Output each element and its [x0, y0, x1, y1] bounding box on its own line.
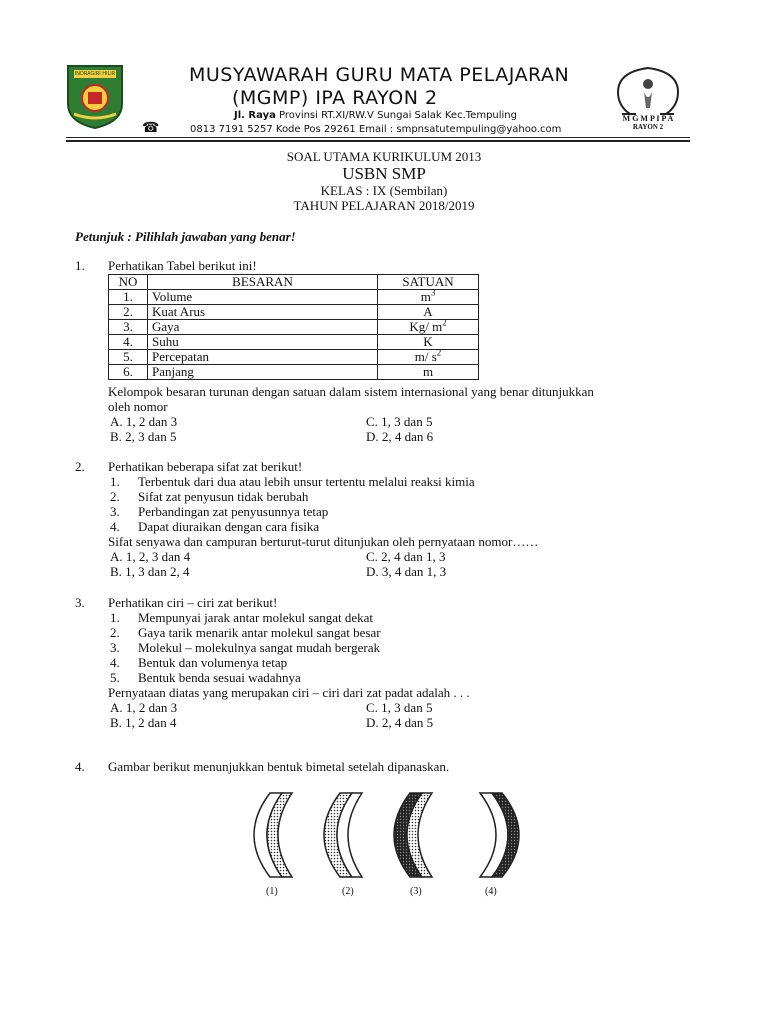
q3-item-num: 2.: [110, 625, 120, 640]
q3-question: Pernyataan diatas yang merupakan ciri – ciri dari zat padat adalah . . .: [108, 685, 470, 700]
bimetal-drawing: [240, 785, 530, 885]
table-row: [109, 320, 479, 335]
q1-option-c[interactable]: C. 1, 3 dan 5: [366, 414, 433, 429]
q2-item-num: 2.: [110, 489, 120, 504]
q2-item: [110, 474, 475, 490]
satuan-exp: 2: [442, 317, 447, 328]
org-title-line1: MUSYAWARAH GURU MATA PELAJARAN: [189, 64, 570, 86]
q3-number: 3.: [75, 595, 85, 610]
q3-item-num: 1.: [110, 610, 120, 625]
bimetal-figure: [240, 785, 530, 900]
satuan-exp: 2: [436, 347, 442, 358]
q2-item: [110, 504, 328, 520]
q2-option-b[interactable]: B. 1, 3 dan 2, 4: [110, 564, 190, 579]
figure-label-2: (2): [342, 886, 354, 897]
q4-number: 4.: [75, 759, 85, 774]
q2-item-num: 3.: [110, 504, 120, 519]
q3-stem: Perhatikan ciri – ciri zat berikut!: [108, 595, 278, 610]
q1-question-line1: Kelompok besaran turunan dengan satuan dalam sistem internasional yang benar ditunjukkan: [108, 384, 594, 399]
q2-item-text: Perbandingan zat penyusunnya tetap: [138, 504, 329, 519]
cell-besaran: Gaya: [148, 320, 378, 335]
satuan-exp: 3: [430, 287, 436, 298]
q1-number: 1.: [75, 258, 85, 273]
satuan-base: Kg/ m: [409, 319, 443, 334]
header-besaran: BESARAN: [148, 275, 378, 290]
logo-right: [608, 62, 688, 134]
q3-item-text: Bentuk benda sesuai wadahnya: [138, 670, 301, 685]
cell-besaran: Suhu: [148, 335, 378, 350]
q2-item-num: 1.: [110, 474, 120, 489]
q4-stem: Gambar berikut menunjukkan bentuk bimetal setelah dipanaskan.: [108, 759, 450, 774]
header-no: NO: [109, 275, 148, 290]
q3-item: [110, 655, 287, 671]
contact-line: 0813 7191 5257 Kode Pos 29261 Email : smpnsatutempuling@yahoo.com: [190, 124, 562, 135]
q2-item-text: Terbentuk dari dua atau lebih unsur tertentu melalui reaksi kimia: [138, 474, 475, 489]
q3-item: [110, 610, 373, 626]
q3-option-a[interactable]: A. 1, 2 dan 3: [110, 700, 178, 715]
q2-item-text: Sifat zat penyusun tidak berubah: [138, 489, 309, 504]
cell-satuan: [378, 365, 479, 380]
logo-left-text: INDRAGIRI HILIR: [74, 71, 116, 77]
satuan-base: m/ s: [414, 349, 437, 364]
cell-satuan: [378, 317, 479, 335]
cell-satuan: [378, 305, 479, 320]
cell-besaran: Kuat Arus: [148, 305, 378, 320]
table-row: [109, 335, 479, 350]
q3-item: [110, 640, 380, 656]
header-divider-2: [66, 140, 690, 142]
q3-item-num: 3.: [110, 640, 120, 655]
exam-line3: KELAS : IX (Sembilan): [320, 183, 448, 198]
address-bold: Jl. Raya: [234, 110, 276, 121]
header-satuan: SATUAN: [378, 275, 479, 290]
org-title-line2: (MGMP) IPA RAYON 2: [232, 87, 438, 109]
phone-icon: ☎: [142, 121, 160, 136]
q2-option-d[interactable]: D. 3, 4 dan 1, 3: [366, 564, 447, 579]
figure-label-3: (3): [410, 886, 422, 897]
logo-right-text2: RAYON 2: [632, 123, 664, 131]
q3-item-text: Bentuk dan volumenya tetap: [138, 655, 288, 670]
q3-item-num: 5.: [110, 670, 120, 685]
q3-option-c[interactable]: C. 1, 3 dan 5: [366, 700, 433, 715]
logo-right-text1: M G M P I P A: [622, 114, 674, 123]
table-header-row: [109, 275, 479, 290]
q1-option-b[interactable]: B. 2, 3 dan 5: [110, 429, 177, 444]
cell-no: 2.: [109, 305, 148, 320]
bimetal-strip-2: [324, 793, 362, 877]
q1-option-a[interactable]: A. 1, 2 dan 3: [110, 414, 178, 429]
cell-besaran: Percepatan: [148, 350, 378, 365]
q1-question-line2: oleh nomor: [108, 399, 168, 414]
satuan-base: A: [423, 304, 433, 319]
address-line: [234, 110, 517, 121]
q3-option-d[interactable]: D. 2, 4 dan 5: [366, 715, 434, 730]
q1-stem: Perhatikan Tabel berikut ini!: [108, 258, 257, 273]
q2-item-num: 4.: [110, 519, 120, 534]
q2-item-text: Dapat diuraikan dengan cara fisika: [138, 519, 320, 534]
satuan-base: m: [422, 364, 434, 379]
exam-line2: USBN SMP: [342, 164, 426, 183]
cell-satuan: [378, 335, 479, 350]
q3-item: [110, 625, 381, 641]
q2-question: Sifat senyawa dan campuran berturut-turut ditunjukan oleh pernyataan nomor……: [108, 534, 539, 549]
cell-besaran: Volume: [148, 290, 378, 305]
q3-item-num: 4.: [110, 655, 120, 670]
q2-option-a[interactable]: A. 1, 2, 3 dan 4: [110, 549, 191, 564]
figure-label-1: (1): [266, 886, 278, 897]
table-row: [109, 290, 479, 305]
q2-item: [110, 489, 308, 505]
cell-no: 1.: [109, 290, 148, 305]
table-row: [109, 305, 479, 320]
cell-no: 5.: [109, 350, 148, 365]
cell-no: 6.: [109, 365, 148, 380]
q2-option-c[interactable]: C. 2, 4 dan 1, 3: [366, 549, 446, 564]
q2-stem: Perhatikan beberapa sifat zat berikut!: [108, 459, 303, 474]
quantity-table: [108, 274, 479, 380]
bimetal-strip-1: [254, 793, 292, 877]
bimetal-strip-4: [480, 793, 519, 877]
q3-item: [110, 670, 301, 686]
q2-item: [110, 519, 319, 535]
q2-number: 2.: [75, 459, 85, 474]
q3-item-text: Mempunyai jarak antar molekul sangat dekat: [138, 610, 374, 625]
q3-item-text: Gaya tarik menarik antar molekul sangat besar: [138, 625, 381, 640]
figure-label-4: (4): [485, 886, 497, 897]
table-row: [109, 365, 479, 380]
exam-line1: SOAL UTAMA KURIKULUM 2013: [286, 149, 482, 164]
satuan-base: m: [420, 289, 431, 304]
q1-option-d[interactable]: D. 2, 4 dan 6: [366, 429, 434, 444]
cell-besaran: Panjang: [148, 365, 378, 380]
address-rest: Provinsi RT.XI/RW.V Sungai Salak Kec.Tempuling: [279, 110, 517, 121]
q3-option-b[interactable]: B. 1, 2 dan 4: [110, 715, 177, 730]
instruction: Petunjuk : Pilihlah jawaban yang benar!: [75, 229, 296, 244]
cell-no: 3.: [109, 320, 148, 335]
satuan-base: K: [423, 334, 433, 349]
q3-item-text: Molekul – molekulnya sangat mudah bergerak: [138, 640, 381, 655]
logo-left: [66, 64, 124, 130]
bimetal-strip-3: [394, 793, 432, 877]
cell-no: 4.: [109, 335, 148, 350]
cell-satuan: [378, 287, 479, 305]
header-divider: [66, 137, 690, 138]
exam-line4: TAHUN PELAJARAN 2018/2019: [293, 198, 475, 213]
table-row: [109, 350, 479, 365]
cell-satuan: [378, 347, 479, 365]
